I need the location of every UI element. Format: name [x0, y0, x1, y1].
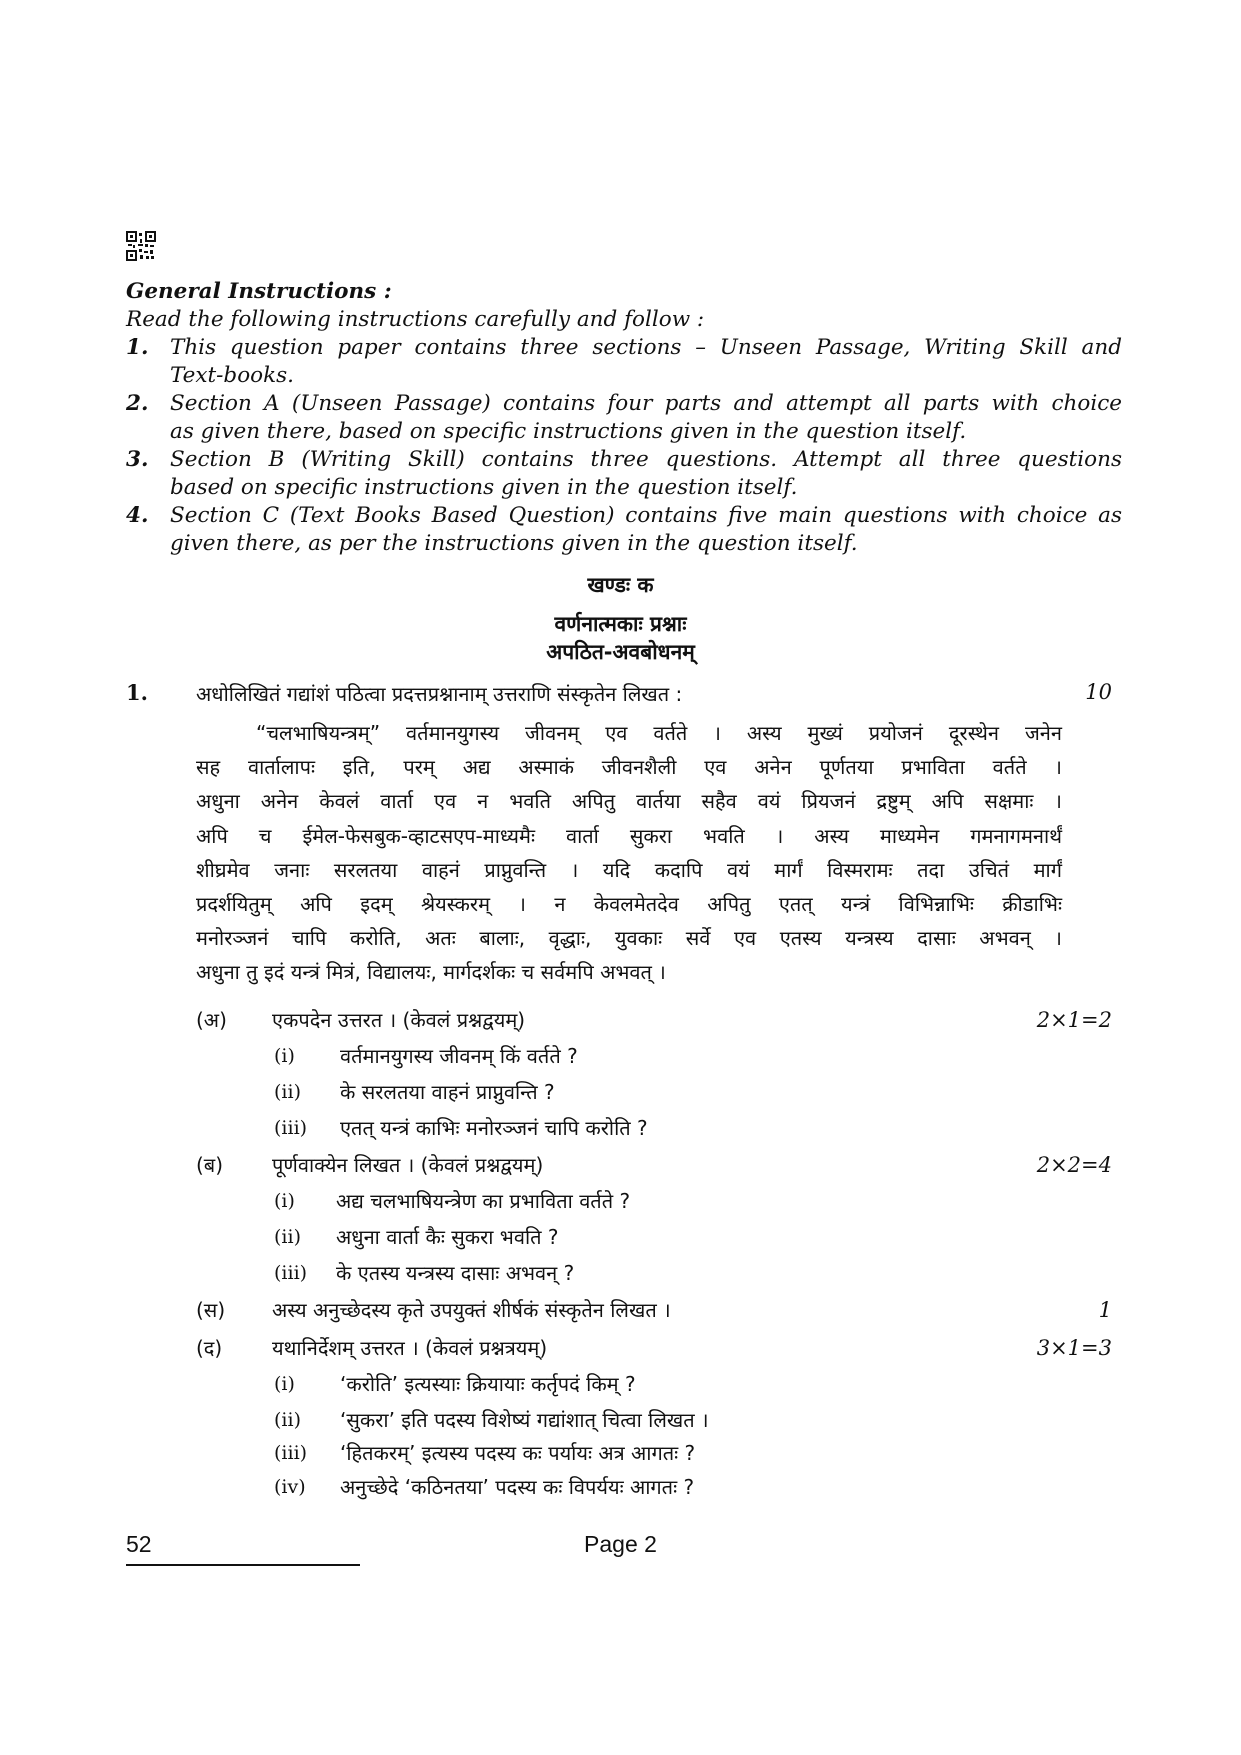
instructions-title: General Instructions : — [126, 279, 392, 304]
general-instructions — [126, 278, 1122, 558]
sub-question — [274, 1039, 1074, 1073]
part-text: अस्य अनुच्छेदस्य कृते उपयुक्तं शीर्षकं संस्कृतेन लिखत । — [272, 1298, 671, 1322]
passage-line: प्रदर्शयितुम् अपि इदम् श्रेयस्करम् । न केवलमेतदेव अपितु एतत् यन्त्रं विभिन्नाभिः क्रीडाभिः — [196, 891, 1062, 916]
instruction-item — [126, 502, 1122, 558]
sub-question-text: ‘सुकरा’ इति पदस्य विशेष्यं गद्यांशात् चित्वा लिखत । — [340, 1408, 709, 1432]
passage-line: शीघ्रमेव जनाः सरलतया वाहनं प्राप्नुवन्ति । यदि कदापि वयं मार्गं विस्मरामः तदा उचितं मार्गं — [196, 857, 1062, 882]
sub-question — [274, 1220, 1074, 1254]
sub-question — [274, 1367, 1074, 1401]
instruction-text: Section A (Unseen Passage) contains four parts and attempt all parts with choice — [170, 391, 1122, 416]
sub-question — [274, 1403, 1074, 1437]
section-heading: वर्णनात्मकाः प्रश्नाः — [554, 612, 687, 636]
question-number: 1. — [126, 680, 148, 705]
section-subheading: अपठित-अवबोधनम् — [546, 640, 695, 664]
instruction-number: 3. — [126, 447, 149, 472]
part-marks: 3×1=3 — [1036, 1336, 1112, 1360]
part-marks: 1 — [1098, 1298, 1112, 1322]
question-text: अधोलिखितं गद्यांशं पठित्वा प्रदत्तप्रश्नानाम् उत्तराणि संस्कृतेन लिखत : — [196, 682, 683, 706]
sub-question-label: (i) — [274, 1045, 295, 1067]
passage-line: सह वार्तालापः इति, परम् अद्य अस्माकं जीवनशैली एव अनेन पूर्णतया प्रभाविता वर्तते । — [196, 755, 1062, 780]
instruction-text: based on specific instructions given in the question itself. — [170, 475, 798, 500]
sub-question-text: अद्य चलभाषियन्त्रेण का प्रभाविता वर्तते ? — [336, 1189, 631, 1213]
sub-question — [274, 1184, 1074, 1218]
part-label: (अ) — [196, 1008, 227, 1032]
question-1 — [126, 680, 1122, 714]
question-part-b — [196, 1148, 1122, 1182]
section-title: खण्डः क — [587, 573, 654, 597]
passage-line: अपि च ईमेल-फेसबुक-व्हाटसएप-माध्यमैः वार्ता सुकरा भवति । अस्य माध्यमेन गमनागमनार्थं — [196, 823, 1062, 848]
sub-question-text: अनुच्छेदे ‘कठिनतया’ पदस्य कः विपर्ययः आगतः ? — [340, 1475, 695, 1499]
question-part-c — [196, 1293, 1122, 1327]
sub-question-label: (ii) — [274, 1409, 301, 1431]
passage-line: “चलभाषियन्त्रम्” वर्तमानयुगस्य जीवनम् एव वर्तते । अस्य मुख्यं प्रयोजनं दूरस्थेन जनेन — [256, 721, 1062, 745]
sub-question — [274, 1256, 1074, 1290]
sub-question-label: (ii) — [274, 1081, 301, 1103]
instruction-item — [126, 334, 1122, 390]
instruction-text: given there, as per the instructions given in the question itself. — [170, 531, 858, 556]
sub-question-text: एतत् यन्त्रं काभिः मनोरञ्जनं चापि करोति ? — [340, 1116, 648, 1140]
sub-question — [274, 1075, 1074, 1109]
sub-question-label: (i) — [274, 1373, 295, 1395]
part-text: यथानिर्देशम् उत्तरत । (केवलं प्रश्नत्रयम्) — [272, 1336, 548, 1360]
question-marks: 10 — [1085, 680, 1112, 704]
sub-question-label: (i) — [274, 1190, 295, 1212]
sub-question-text: वर्तमानयुगस्य जीवनम् किं वर्तते ? — [340, 1044, 578, 1068]
paper-code: 52 — [126, 1531, 152, 1557]
sub-question-label: (iv) — [274, 1476, 306, 1498]
instruction-number: 1. — [126, 335, 149, 360]
sub-question-text: के एतस्य यन्त्रस्य दासाः अभवन् ? — [336, 1261, 575, 1285]
sub-question — [274, 1111, 1074, 1145]
part-text: पूर्णवाक्येन लिखत । (केवलं प्रश्नद्वयम्) — [272, 1153, 544, 1177]
passage-line: मनोरञ्जनं चापि करोति, अतः बालाः, वृद्धाः, युवकाः सर्वे एव एतस्य यन्त्रस्य दासाः अभवन् । — [196, 926, 1062, 951]
part-marks: 2×2=4 — [1036, 1153, 1112, 1177]
instruction-text: Section B (Writing Skill) contains three questions. Attempt all three questions — [170, 447, 1122, 472]
part-text: एकपदेन उत्तरत । (केवलं प्रश्नद्वयम्) — [272, 1008, 526, 1032]
sub-question-label: (iii) — [274, 1442, 308, 1464]
sub-question-label: (ii) — [274, 1226, 301, 1248]
question-part-a — [196, 1003, 1122, 1037]
part-marks: 2×1=2 — [1036, 1008, 1112, 1032]
question-part-d — [196, 1331, 1122, 1365]
instruction-item — [126, 446, 1122, 502]
footer-rule — [126, 1564, 360, 1566]
sub-question-text: ‘करोति’ इत्यस्याः क्रियायाः कर्तृपदं किम् ? — [340, 1372, 636, 1396]
instruction-text: Section C (Text Books Based Question) contains five main questions with choice as — [170, 503, 1122, 528]
passage-line: अधुना अनेन केवलं वार्ता एव न भवति अपितु वार्तया सहैव वयं प्रियजनं द्रष्टुम् अपि सक्षमाः । — [196, 789, 1062, 814]
instruction-number: 2. — [126, 391, 149, 416]
sub-question-label: (iii) — [274, 1262, 308, 1284]
sub-question — [274, 1470, 1074, 1504]
sub-question-label: (iii) — [274, 1117, 308, 1139]
sub-question-text: के सरलतया वाहनं प्राप्नुवन्ति ? — [340, 1080, 555, 1104]
passage-line: अधुना तु इदं यन्त्रं मित्रं, विद्यालयः, मार्गदर्शकः च सर्वमपि अभवत् । — [196, 960, 666, 985]
sub-question-text: ‘हितकरम्’ इत्यस्य पदस्य कः पर्यायः अत्र आगतः ? — [340, 1441, 696, 1465]
instruction-number: 4. — [126, 503, 149, 528]
part-label: (द) — [196, 1336, 223, 1360]
part-label: (स) — [196, 1298, 226, 1322]
sub-question-text: अधुना वार्ता कैः सुकरा भवति ? — [336, 1225, 559, 1249]
sub-question — [274, 1436, 1074, 1470]
instruction-text: Text-books. — [170, 363, 294, 388]
page-number: Page 2 — [584, 1531, 657, 1557]
instruction-text: This question paper contains three sections – Unseen Passage, Writing Skill and — [170, 335, 1122, 360]
instruction-text: as given there, based on specific instructions given in the question itself. — [170, 419, 967, 444]
qr-code-icon — [126, 231, 156, 261]
instructions-intro: Read the following instructions carefully and follow : — [126, 307, 705, 332]
part-label: (ब) — [196, 1153, 224, 1177]
instruction-item — [126, 390, 1122, 446]
passage — [196, 716, 1062, 990]
